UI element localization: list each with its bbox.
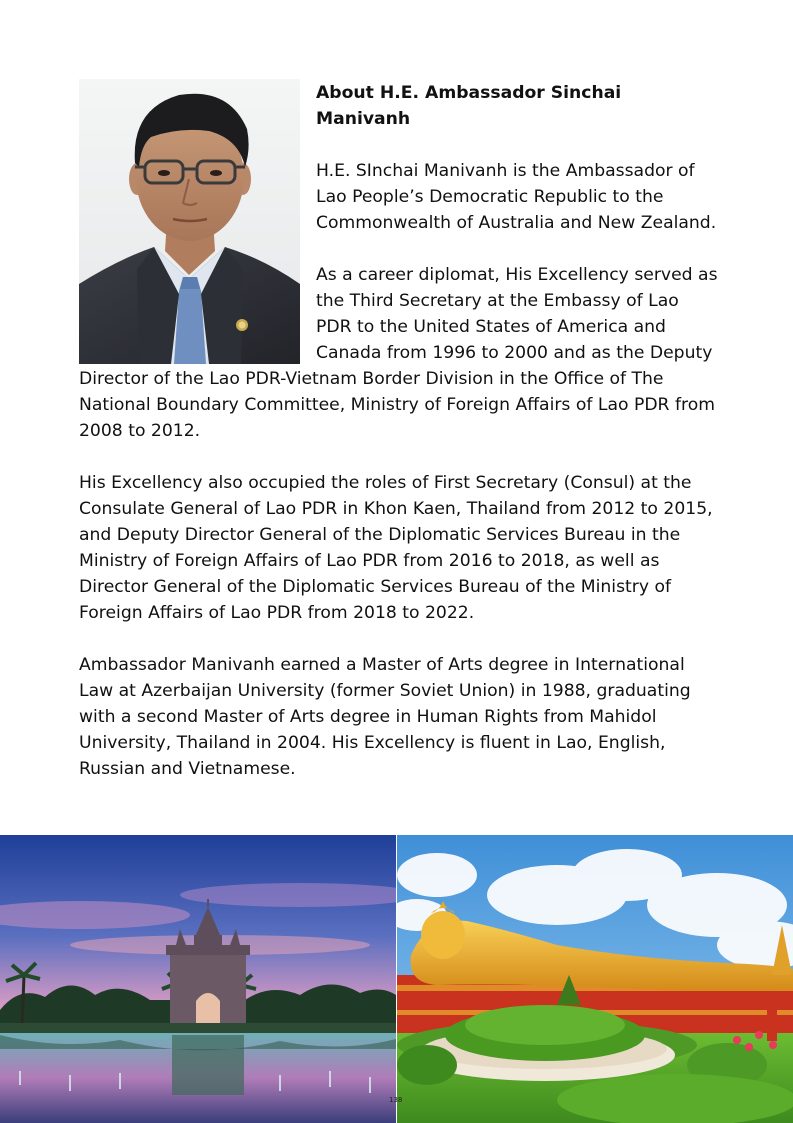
portrait-float-spacer bbox=[79, 79, 316, 364]
reclining-buddha-photo bbox=[397, 835, 793, 1123]
bio-paragraph-2: As a career diplomat, His Excellency served as the Third Secretary at the Embassy of Lao PDR to the United States of America and Canada from 1996 to 2000 and as the Deputy Director of the Lao PDR-Vietnam Border Division in the Office of The National Boundary Committee, Ministry of Foreign Affairs of Lao PDR from 2008 to 2012. bbox=[79, 265, 718, 441]
bio-paragraph-1: H.E. SInchai Manivanh is the Ambassador of Lao People’s Democratic Republic to the Commonwealth of Australia and New Zealand. bbox=[316, 161, 717, 233]
bio-paragraph-3: His Excellency also occupied the roles of First Secretary (Consul) at the Consulate General of Lao PDR in Khon Kaen, Thailand from 2012 to 2015, and Deputy Director General of the Diplomatic Services Bureau in the Ministry of Foreign Affairs of Lao PDR from 2016 to 2018, as well as Director General of the Diplomatic Services Bureau of the Ministry of Foreign Affairs of Lao PDR from 2018 to 2022. bbox=[79, 473, 713, 623]
patuxai-monument-photo bbox=[0, 835, 396, 1123]
bio-paragraph-4: Ambassador Manivanh earned a Master of Arts degree in International Law at Azerbaijan University (former Soviet Union) in 1988, graduating with a second Master of Arts degree in Human Rights from Mahidol University, Thailand in 2004. His Excellency is fluent in Lao, English, Russian and Vietnamese. bbox=[79, 655, 691, 779]
bio-heading: About H.E. Ambassador Sinchai Manivanh bbox=[316, 83, 622, 129]
page-number: 138 bbox=[389, 1096, 403, 1104]
biography-text bbox=[79, 79, 719, 808]
